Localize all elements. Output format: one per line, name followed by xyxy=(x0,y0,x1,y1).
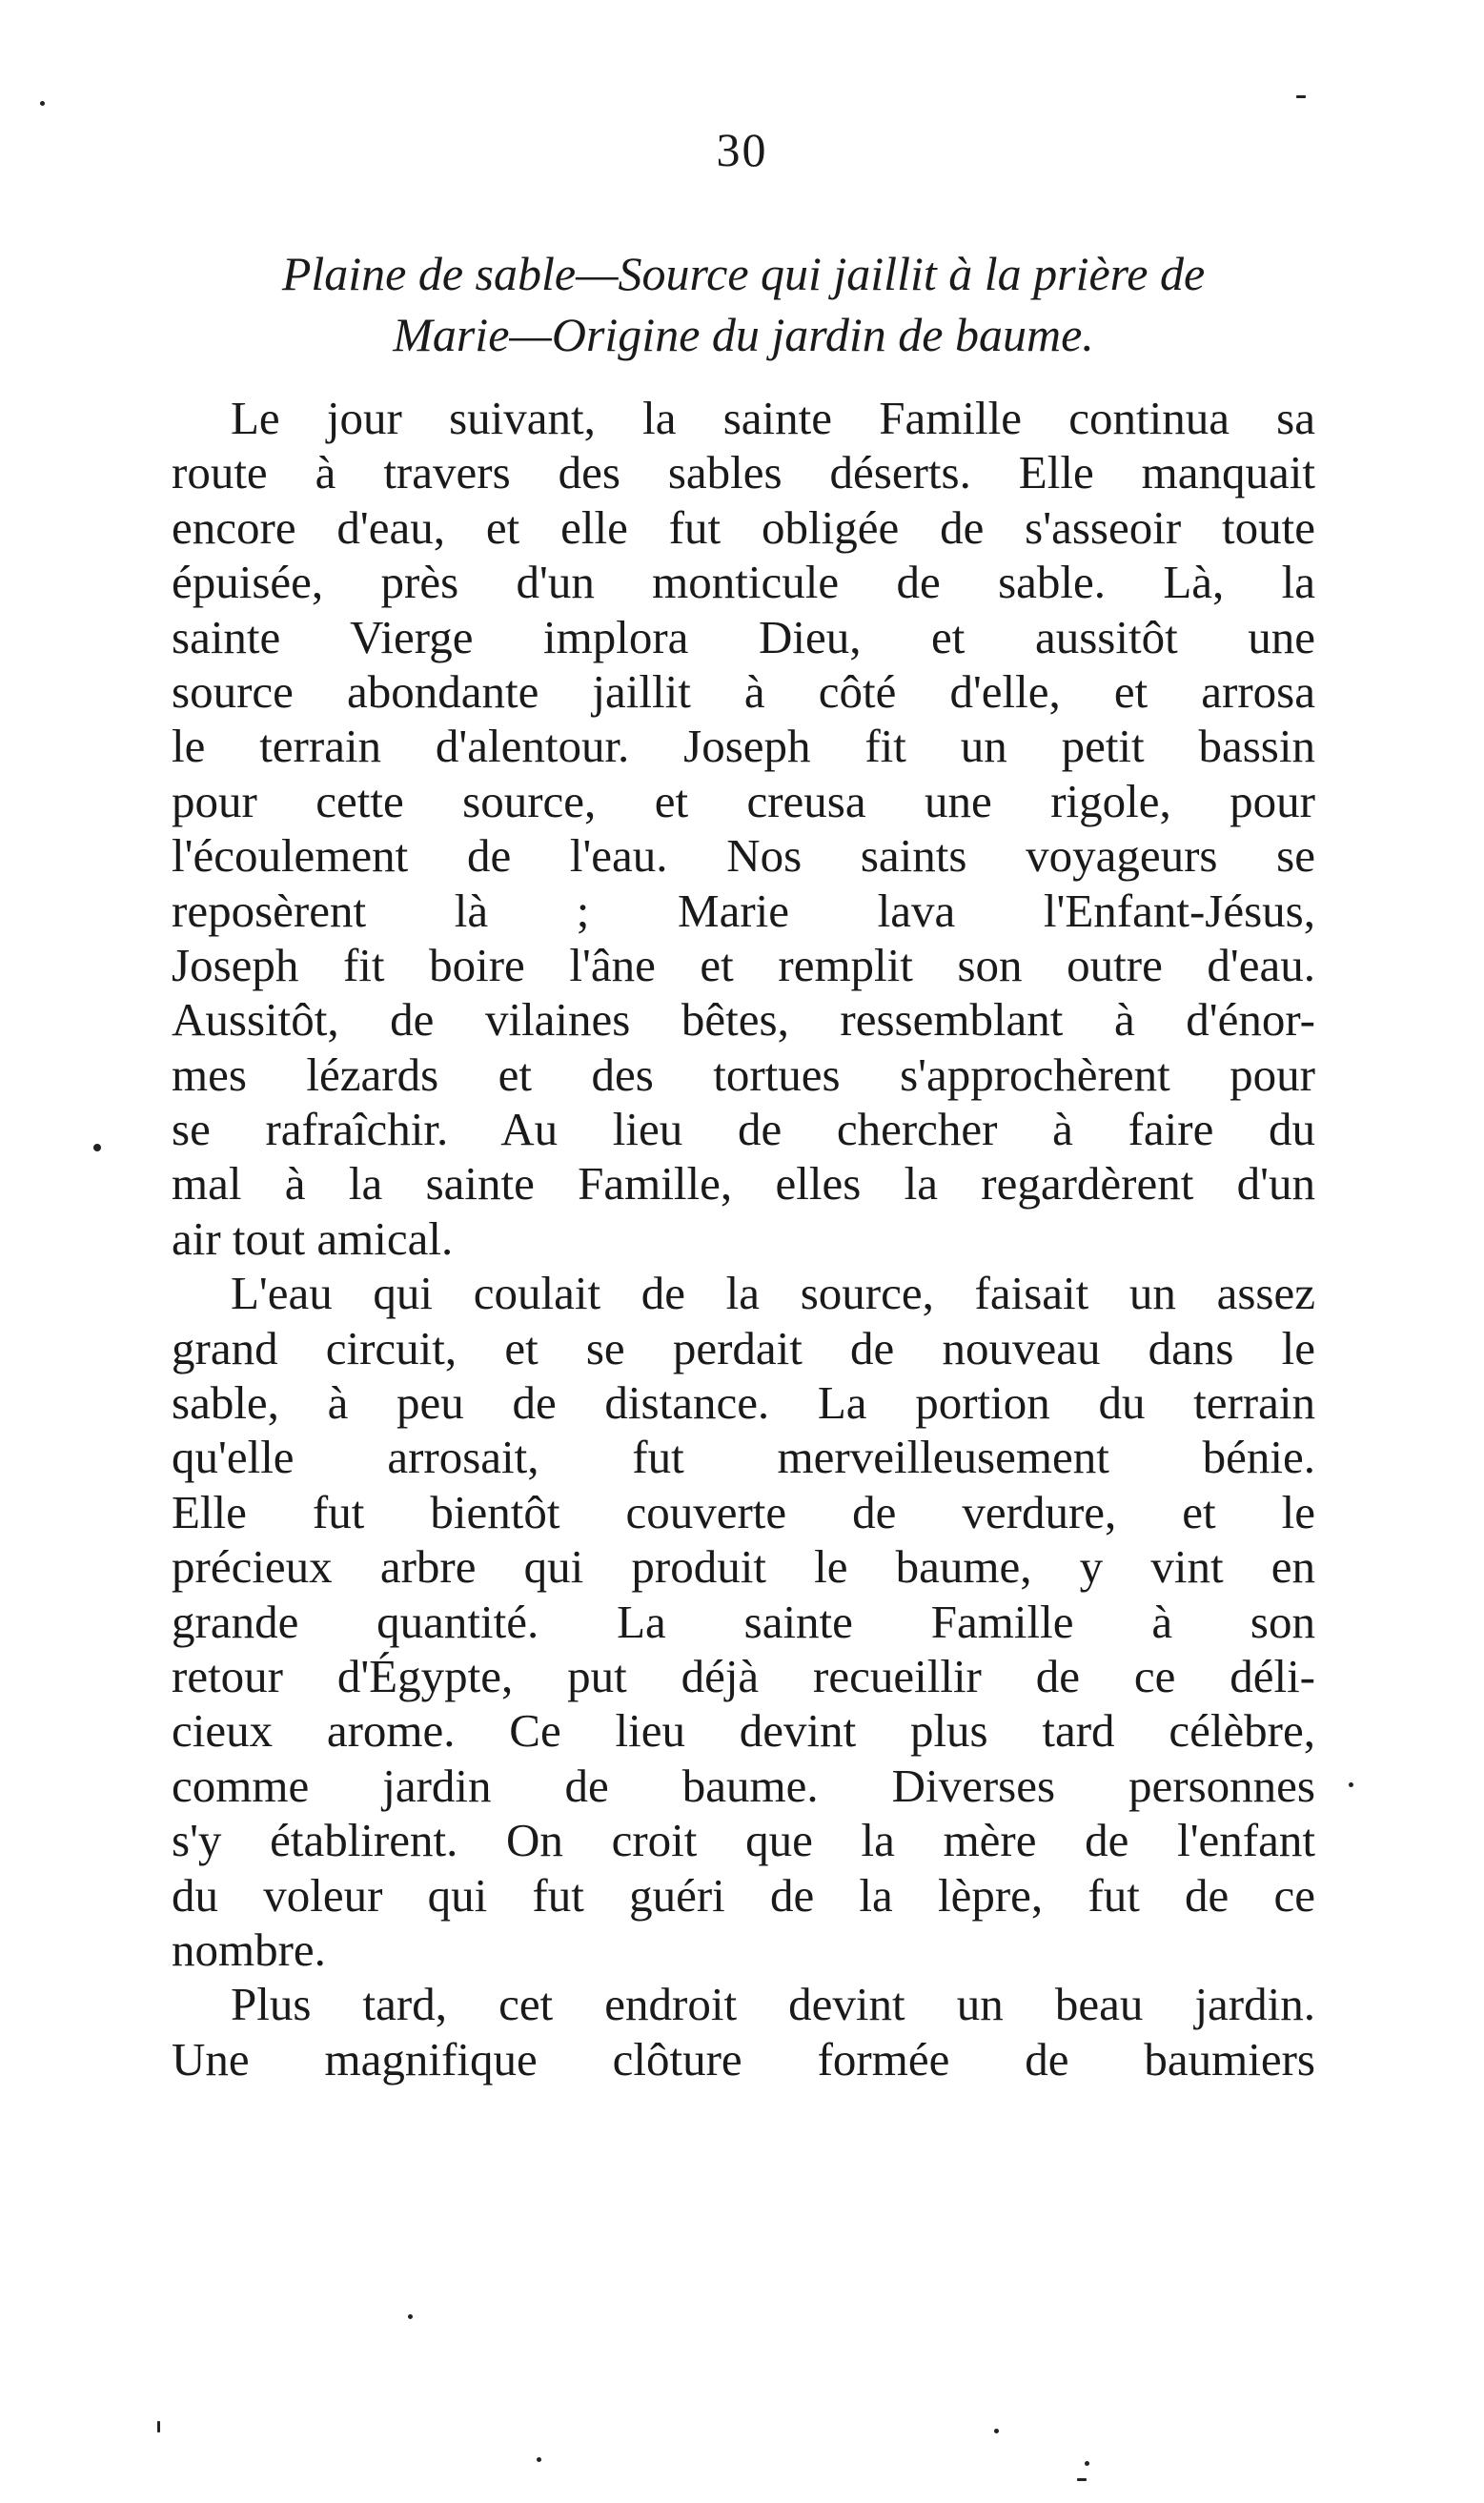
text-line: L'eau qui coulait de la source, faisait un assez xyxy=(231,1267,1315,1320)
text-line: retour d'Égypte, put déjà recueillir de ce déli- xyxy=(172,1649,1315,1702)
scan-speck xyxy=(1085,2461,1089,2466)
chapter-heading xyxy=(172,243,1315,365)
text-line: air tout amical. xyxy=(172,1211,454,1265)
text-line: route à travers des sables déserts. Elle manquait xyxy=(172,446,1315,499)
text-line: du voleur qui fut guéri de la lèpre, fut de ce xyxy=(172,1868,1315,1922)
text-line: grande quantité. La sainte Famille à son xyxy=(172,1595,1315,1648)
text-line: Joseph fit boire l'âne et remplit son outre d'eau. xyxy=(172,938,1315,991)
text-line: cieux arome. Ce lieu devint plus tard célèbre, xyxy=(172,1704,1315,1758)
text-line: s'y établirent. On croit que la mère de l'enfant xyxy=(172,1814,1315,1867)
text-line: reposèrent là ; Marie lava l'Enfant-Jésus, xyxy=(172,884,1315,937)
text-line: mes lézards et des tortues s'approchèrent pour xyxy=(172,1048,1315,1101)
scan-speck xyxy=(40,101,45,106)
text-line: nombre. xyxy=(172,1923,326,1976)
text-line: Elle fut bientôt couverte de verdure, et le xyxy=(172,1485,1315,1538)
text-line: épuisée, près d'un monticule de sable. Là, la xyxy=(172,556,1315,609)
text-line: sainte Vierge implora Dieu, et aussitôt une xyxy=(172,610,1315,663)
text-line: Le jour suivant, la sainte Famille continua sa xyxy=(231,392,1315,444)
text-line: encore d'eau, et elle fut obligée de s'asseoir toute xyxy=(172,500,1315,554)
text-line: Plus tard, cet endroit devint un beau jardin. xyxy=(231,1978,1315,2031)
text-line: se rafraîchir. Au lieu de chercher à faire du xyxy=(172,1103,1315,1156)
scan-speck xyxy=(1296,95,1306,98)
scan-speck xyxy=(93,1144,101,1151)
scan-speck xyxy=(1349,1782,1353,1787)
scan-speck xyxy=(994,2429,999,2433)
text-line: comme jardin de baume. Diverses personnes xyxy=(172,1759,1315,1812)
text-line: sable, à peu de distance. La portion du terrain xyxy=(172,1376,1315,1430)
text-line: source abondante jaillit à côté d'elle, et arrosa xyxy=(172,664,1315,718)
heading-line: Marie—Origine du jardin de baume. xyxy=(393,308,1094,361)
scan-speck xyxy=(408,2314,413,2319)
text-line: qu'elle arrosait, fut merveilleusement bénie. xyxy=(172,1431,1315,1484)
text-line: le terrain d'alentour. Joseph fit un petit bassin xyxy=(172,720,1315,773)
page-number: 30 xyxy=(716,123,768,176)
body-text xyxy=(172,391,1315,2086)
text-line: grand circuit, et se perdait de nouveau dans le xyxy=(172,1321,1315,1374)
scan-speck xyxy=(1077,2478,1087,2481)
text-line: mal à la sainte Famille, elles la regardèrent d'un xyxy=(172,1157,1315,1211)
text-line: Aussitôt, de vilaines bêtes, ressemblant à d'énor- xyxy=(172,993,1315,1047)
text-line: Une magnifique clôture formée de baumiers xyxy=(172,2032,1315,2086)
scan-speck xyxy=(537,2457,541,2462)
text-line: précieux arbre qui produit le baume, y vint en xyxy=(172,1540,1315,1594)
scan-speck xyxy=(157,2421,160,2432)
text-line: pour cette source, et creusa une rigole, pour xyxy=(172,774,1315,827)
text-line: l'écoulement de l'eau. Nos saints voyageurs se xyxy=(172,829,1315,883)
heading-line: Plaine de sable—Source qui jaillit à la prière de xyxy=(281,247,1206,300)
